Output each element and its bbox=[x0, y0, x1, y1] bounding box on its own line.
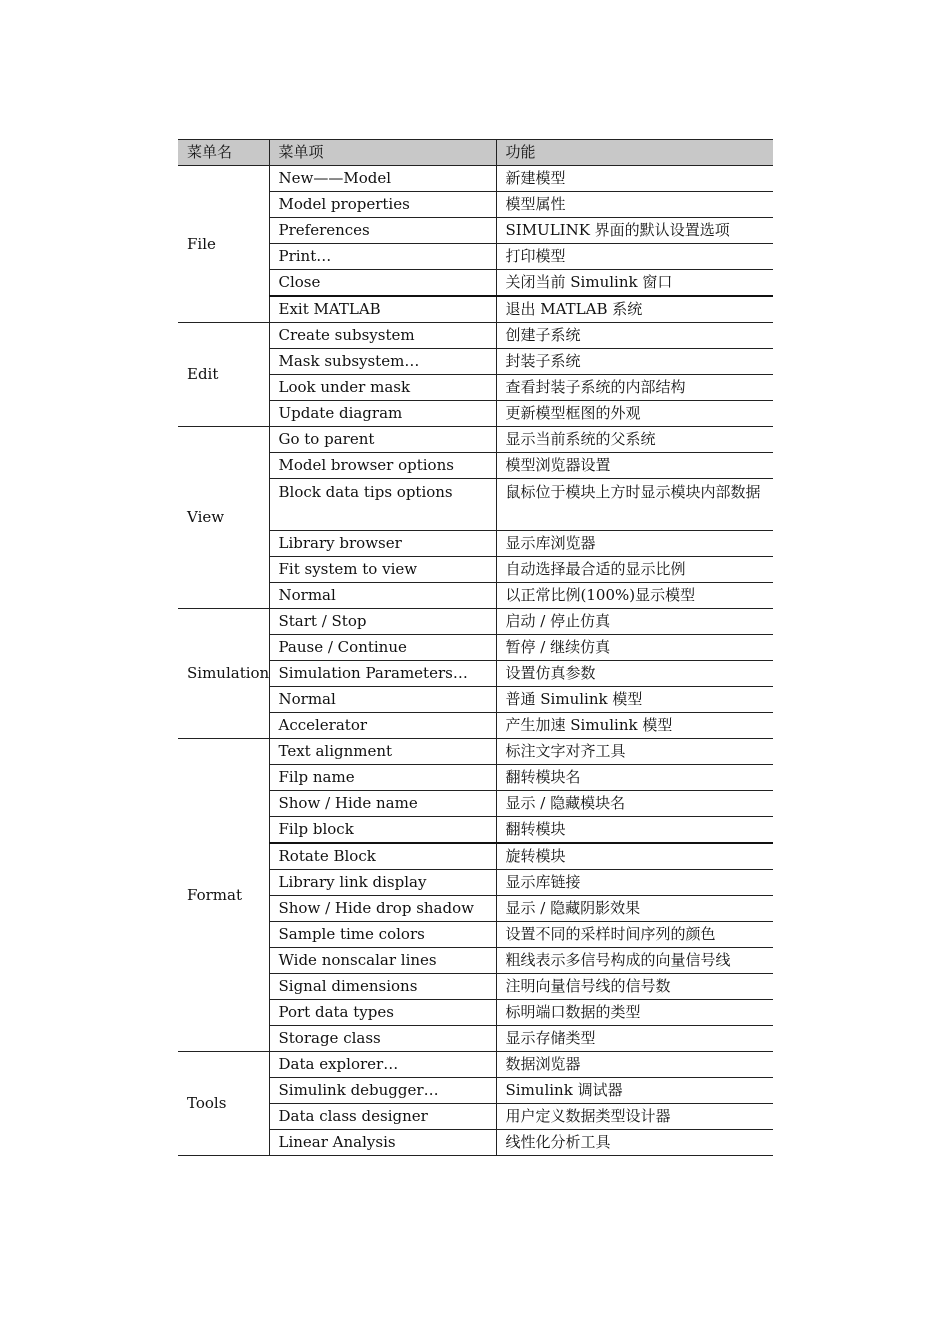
menu-item-cell: Model browser options bbox=[269, 453, 496, 479]
menu-item-cell: Simulink debugger… bbox=[269, 1078, 496, 1104]
menu-item-cell: Normal bbox=[269, 687, 496, 713]
menu-table bbox=[178, 139, 773, 1156]
menu-item-cell: Normal bbox=[269, 583, 496, 609]
function-cell: 自动选择最合适的显示比例 bbox=[496, 557, 773, 583]
function-cell: 查看封装子系统的内部结构 bbox=[496, 375, 773, 401]
table-row bbox=[178, 1052, 773, 1078]
function-cell: 显示库浏览器 bbox=[496, 531, 773, 557]
menu-item-cell: Text alignment bbox=[269, 739, 496, 765]
function-cell: 退出 MATLAB 系统 bbox=[496, 296, 773, 323]
menu-item-cell: Model properties bbox=[269, 192, 496, 218]
menu-item-cell: Signal dimensions bbox=[269, 974, 496, 1000]
function-cell: 创建子系统 bbox=[496, 323, 773, 349]
menu-item-cell: Data explorer… bbox=[269, 1052, 496, 1078]
header-row bbox=[178, 140, 773, 166]
function-cell: 以正常比例(100%)显示模型 bbox=[496, 583, 773, 609]
function-cell: 显示库链接 bbox=[496, 870, 773, 896]
function-cell: 旋转模块 bbox=[496, 843, 773, 870]
menu-item-cell: Linear Analysis bbox=[269, 1130, 496, 1156]
menu-item-cell: Block data tips options bbox=[269, 479, 496, 531]
menu-item-cell: Update diagram bbox=[269, 401, 496, 427]
menu-item-cell: Pause / Continue bbox=[269, 635, 496, 661]
function-cell: SIMULINK 界面的默认设置选项 bbox=[496, 218, 773, 244]
menu-item-cell: Preferences bbox=[269, 218, 496, 244]
function-cell: 显示 / 隐藏模块名 bbox=[496, 791, 773, 817]
menu-item-cell: Show / Hide drop shadow bbox=[269, 896, 496, 922]
function-cell: 设置不同的采样时间序列的颜色 bbox=[496, 922, 773, 948]
function-cell: 更新模型框图的外观 bbox=[496, 401, 773, 427]
menu-item-cell: Storage class bbox=[269, 1026, 496, 1052]
menu-name-cell: Simulation bbox=[178, 609, 269, 739]
function-cell: 封装子系统 bbox=[496, 349, 773, 375]
menu-item-cell: Rotate Block bbox=[269, 843, 496, 870]
function-cell: 显示当前系统的父系统 bbox=[496, 427, 773, 453]
function-cell: 用户定义数据类型设计器 bbox=[496, 1104, 773, 1130]
menu-item-cell: Filp block bbox=[269, 817, 496, 844]
menu-item-cell: Fit system to view bbox=[269, 557, 496, 583]
menu-item-cell: Create subsystem bbox=[269, 323, 496, 349]
header-menu-item: 菜单项 bbox=[269, 140, 496, 166]
function-cell: 注明向量信号线的信号数 bbox=[496, 974, 773, 1000]
menu-name-cell: Edit bbox=[178, 323, 269, 427]
function-cell: 数据浏览器 bbox=[496, 1052, 773, 1078]
table-row bbox=[178, 427, 773, 453]
menu-item-cell: Data class designer bbox=[269, 1104, 496, 1130]
menu-item-cell: Print… bbox=[269, 244, 496, 270]
header-function: 功能 bbox=[496, 140, 773, 166]
table-row bbox=[178, 166, 773, 192]
function-cell: 模型浏览器设置 bbox=[496, 453, 773, 479]
menu-item-cell: New——Model bbox=[269, 166, 496, 192]
menu-item-cell: Accelerator bbox=[269, 713, 496, 739]
menu-name-cell: File bbox=[178, 166, 269, 323]
menu-item-cell: Exit MATLAB bbox=[269, 296, 496, 323]
menu-item-cell: Library link display bbox=[269, 870, 496, 896]
menu-name-cell: Format bbox=[178, 739, 269, 1052]
function-cell: 模型属性 bbox=[496, 192, 773, 218]
function-cell: 鼠标位于模块上方时显示模块内部数据 bbox=[496, 479, 773, 531]
menu-item-cell: Port data types bbox=[269, 1000, 496, 1026]
function-cell: 粗线表示多信号构成的向量信号线 bbox=[496, 948, 773, 974]
function-cell: 标注文字对齐工具 bbox=[496, 739, 773, 765]
function-cell: Simulink 调试器 bbox=[496, 1078, 773, 1104]
menu-name-cell: View bbox=[178, 427, 269, 609]
function-cell: 翻转模块 bbox=[496, 817, 773, 844]
menu-item-cell: Show / Hide name bbox=[269, 791, 496, 817]
function-cell: 标明端口数据的类型 bbox=[496, 1000, 773, 1026]
menu-item-cell: Filp name bbox=[269, 765, 496, 791]
function-cell: 翻转模块名 bbox=[496, 765, 773, 791]
menu-name-cell: Tools bbox=[178, 1052, 269, 1156]
menu-item-cell: Mask subsystem… bbox=[269, 349, 496, 375]
table-row bbox=[178, 323, 773, 349]
menu-item-cell: Look under mask bbox=[269, 375, 496, 401]
menu-item-cell: Wide nonscalar lines bbox=[269, 948, 496, 974]
menu-item-cell: Sample time colors bbox=[269, 922, 496, 948]
function-cell: 关闭当前 Simulink 窗口 bbox=[496, 270, 773, 297]
header-menu-name: 菜单名 bbox=[178, 140, 269, 166]
function-cell: 启动 / 停止仿真 bbox=[496, 609, 773, 635]
function-cell: 显示存储类型 bbox=[496, 1026, 773, 1052]
menu-item-cell: Start / Stop bbox=[269, 609, 496, 635]
function-cell: 暂停 / 继续仿真 bbox=[496, 635, 773, 661]
function-cell: 普通 Simulink 模型 bbox=[496, 687, 773, 713]
table-row bbox=[178, 739, 773, 765]
menu-item-cell: Simulation Parameters… bbox=[269, 661, 496, 687]
function-cell: 显示 / 隐藏阴影效果 bbox=[496, 896, 773, 922]
function-cell: 打印模型 bbox=[496, 244, 773, 270]
function-cell: 产生加速 Simulink 模型 bbox=[496, 713, 773, 739]
table-row bbox=[178, 609, 773, 635]
menu-item-cell: Go to parent bbox=[269, 427, 496, 453]
menu-item-cell: Close bbox=[269, 270, 496, 297]
function-cell: 设置仿真参数 bbox=[496, 661, 773, 687]
function-cell: 新建模型 bbox=[496, 166, 773, 192]
menu-item-cell: Library browser bbox=[269, 531, 496, 557]
function-cell: 线性化分析工具 bbox=[496, 1130, 773, 1156]
